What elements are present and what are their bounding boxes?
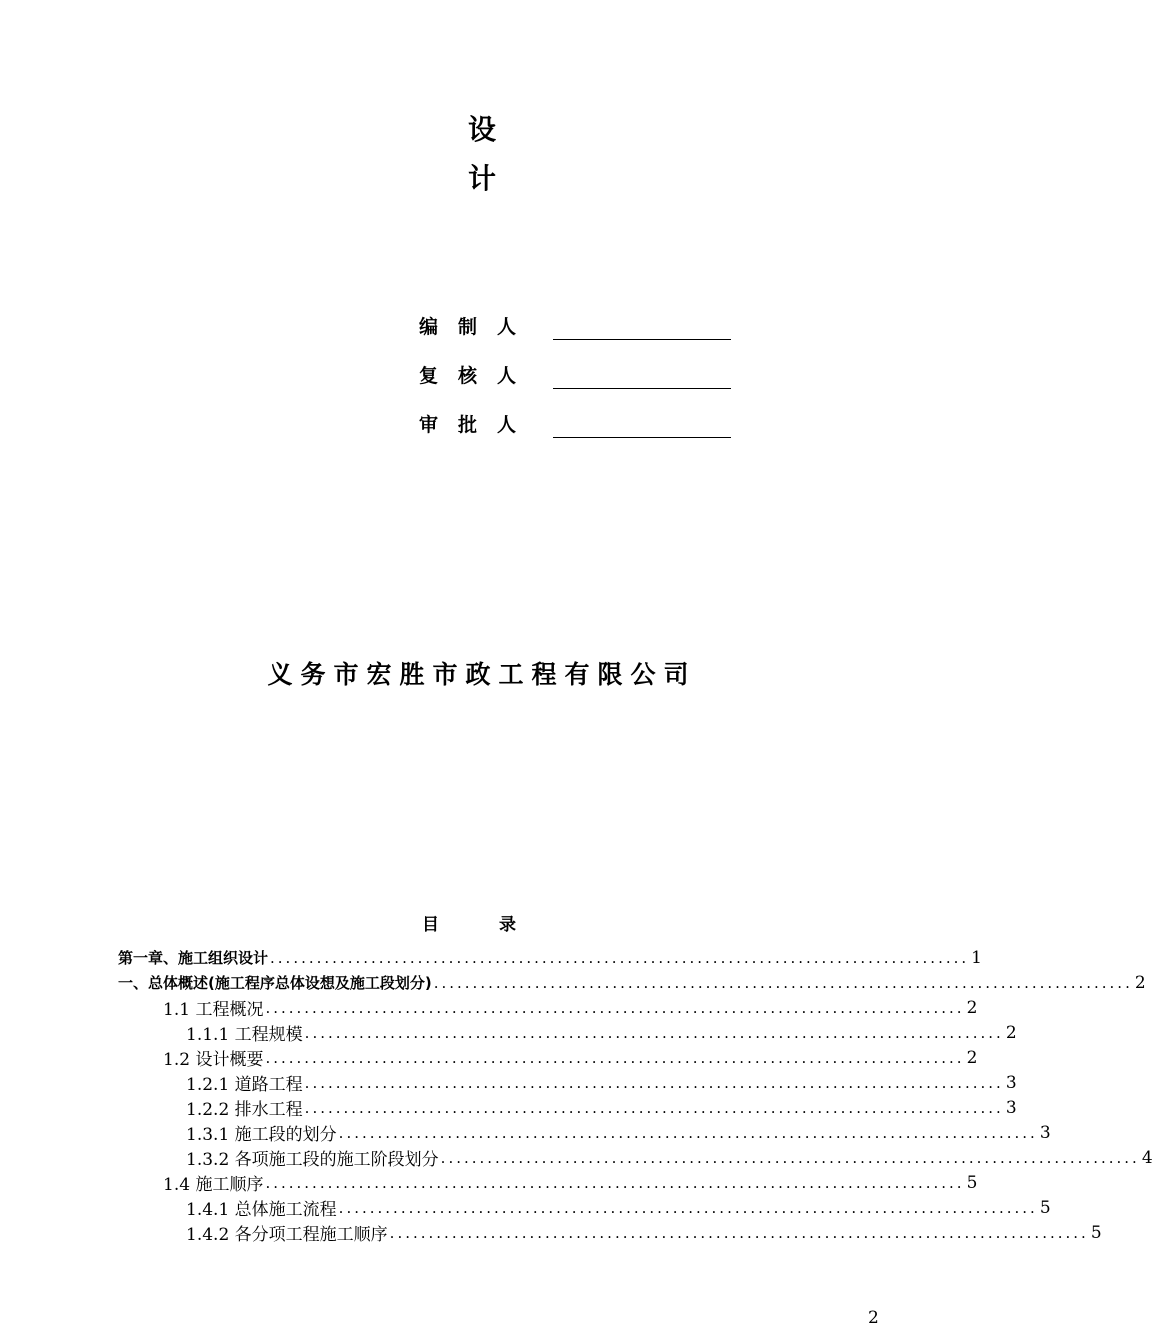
toc-entry-page: 2 bbox=[966, 997, 978, 1018]
toc-leader: .......................................................................................... bbox=[304, 1023, 1004, 1042]
toc-leader: .......................................................................................... bbox=[265, 1048, 965, 1067]
toc-leader: .......................................................................................... bbox=[338, 1198, 1038, 1217]
toc-entry-title: 1.4 施工顺序 bbox=[163, 1175, 264, 1195]
signature-line[interactable] bbox=[553, 339, 731, 340]
toc-entry-title: 1.1 工程概况 bbox=[163, 1000, 264, 1020]
toc-entry[interactable] bbox=[186, 1195, 1051, 1220]
signature-row-approver bbox=[419, 408, 731, 438]
toc-leader: .......................................................................................... bbox=[389, 1223, 1089, 1242]
signature-label: 审批人 bbox=[419, 414, 537, 436]
toc-entry[interactable] bbox=[186, 1220, 1102, 1245]
signature-label: 编制人 bbox=[419, 316, 537, 338]
signature-row-preparer bbox=[419, 310, 731, 340]
toc-leader: .......................................................................................... bbox=[270, 948, 970, 967]
toc-entry[interactable] bbox=[118, 970, 1146, 995]
cover-title-char-2: 计 bbox=[467, 162, 496, 195]
toc-entry[interactable] bbox=[186, 1070, 1017, 1095]
cover-title-char-1: 设 bbox=[467, 113, 496, 146]
toc-entry-page: 5 bbox=[966, 1172, 978, 1193]
toc-entry-title: 1.4.2 各分项工程施工顺序 bbox=[186, 1225, 388, 1245]
toc-entry-page: 1 bbox=[971, 947, 982, 968]
signature-line[interactable] bbox=[553, 437, 731, 438]
toc-entry-page: 3 bbox=[1005, 1097, 1017, 1118]
toc-leader: .......................................................................................... bbox=[440, 1148, 1140, 1167]
toc-entry[interactable] bbox=[163, 1170, 978, 1195]
toc-entry[interactable] bbox=[186, 1145, 1153, 1170]
signature-label: 复核人 bbox=[419, 365, 537, 387]
page-number: 2 bbox=[868, 1308, 879, 1328]
toc-entry-title: 1.2.1 道路工程 bbox=[186, 1075, 303, 1095]
toc-leader: .......................................................................................... bbox=[265, 998, 965, 1017]
signature-line[interactable] bbox=[553, 388, 731, 389]
toc-leader: .......................................................................................... bbox=[304, 1098, 1004, 1117]
toc-entry-title: 1.1.1 工程规模 bbox=[186, 1025, 303, 1045]
toc-entry[interactable] bbox=[118, 945, 982, 970]
toc-entry-title: 1.3.1 施工段的划分 bbox=[186, 1125, 337, 1145]
toc-entry-title: 1.2 设计概要 bbox=[163, 1050, 264, 1070]
toc-entry-page: 5 bbox=[1090, 1222, 1102, 1243]
signature-row-reviewer bbox=[419, 359, 731, 389]
toc-entry-page: 2 bbox=[1005, 1022, 1017, 1043]
toc-entry-title: 一、总体概述(施工程序总体设想及施工段划分) bbox=[118, 974, 432, 992]
toc-leader: .......................................................................................... bbox=[338, 1123, 1038, 1142]
toc-entry-title: 1.4.1 总体施工流程 bbox=[186, 1200, 337, 1220]
toc-entry[interactable] bbox=[186, 1095, 1017, 1120]
toc-entry[interactable] bbox=[186, 1020, 1017, 1045]
toc-entry-page: 4 bbox=[1141, 1147, 1153, 1168]
toc-entry-title: 第一章、施工组织设计 bbox=[118, 949, 269, 967]
toc-entry-page: 3 bbox=[1005, 1072, 1017, 1093]
toc-leader: .......................................................................................... bbox=[433, 973, 1133, 992]
toc-entry-title: 1.3.2 各项施工段的施工阶段划分 bbox=[186, 1150, 439, 1170]
toc-entry-page: 5 bbox=[1039, 1197, 1051, 1218]
toc-heading: 目录 bbox=[422, 915, 576, 935]
toc-entry-page: 2 bbox=[1134, 972, 1146, 993]
toc-entry-page: 3 bbox=[1039, 1122, 1051, 1143]
toc-entry[interactable] bbox=[186, 1120, 1051, 1145]
toc-entry-title: 1.2.2 排水工程 bbox=[186, 1100, 303, 1120]
toc-entry[interactable] bbox=[163, 995, 978, 1020]
toc-leader: .......................................................................................... bbox=[265, 1173, 965, 1192]
toc-leader: .......................................................................................... bbox=[304, 1073, 1004, 1092]
company-name: 义务市宏胜市政工程有限公司 bbox=[267, 660, 697, 689]
toc-entry[interactable] bbox=[163, 1045, 978, 1070]
toc-entry-page: 2 bbox=[966, 1047, 978, 1068]
